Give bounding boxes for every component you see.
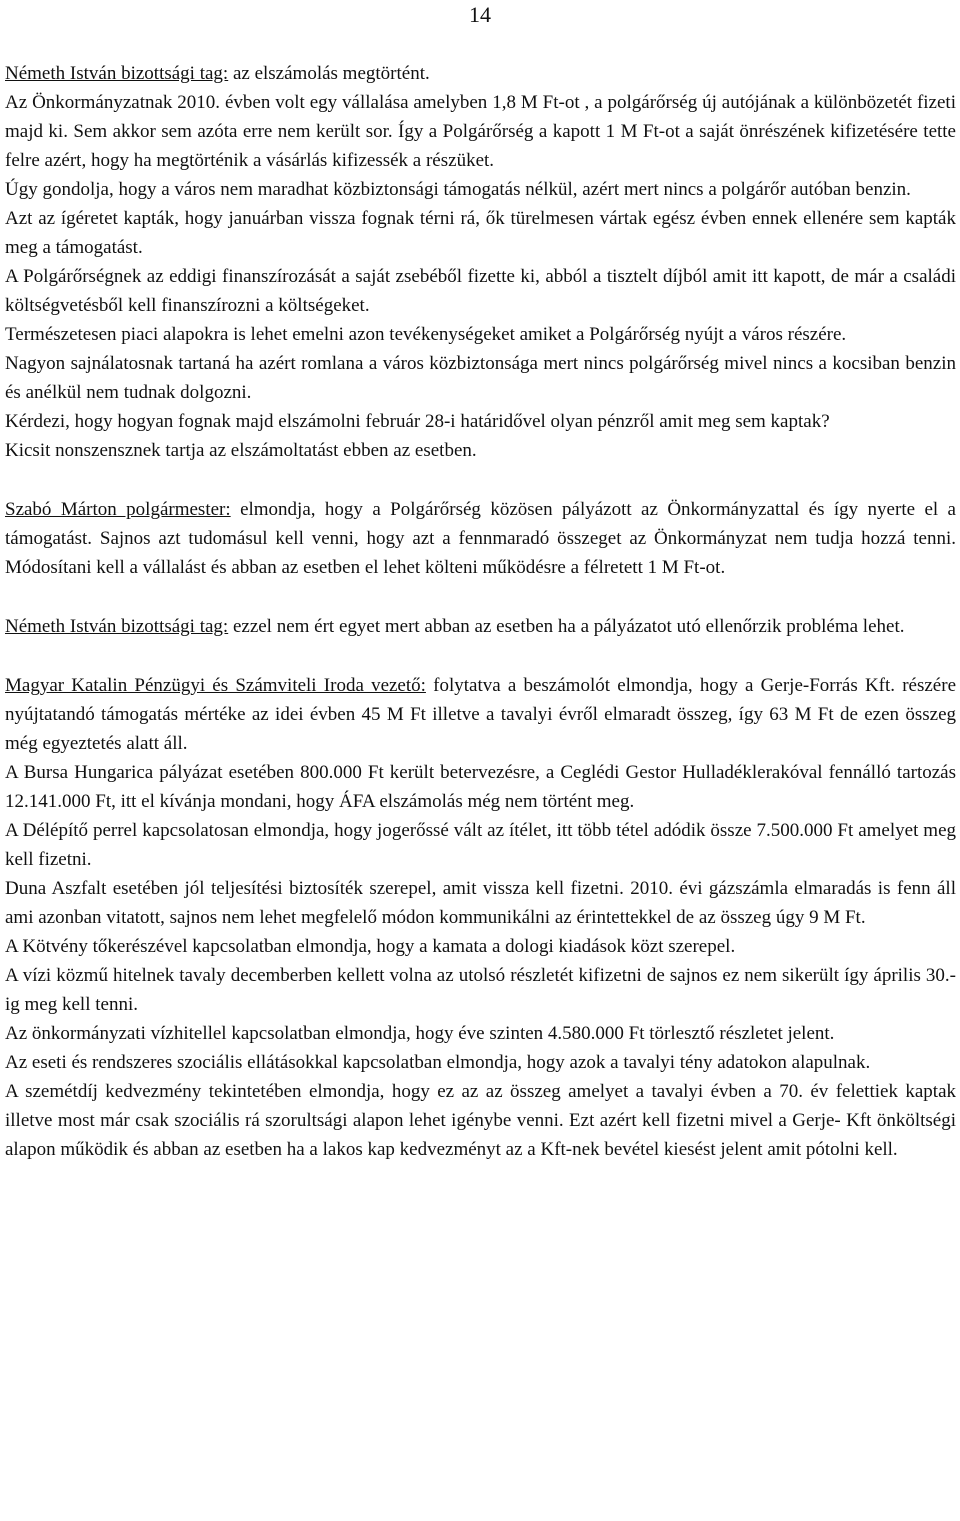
speaker-name: Németh István bizottsági tag: <box>5 63 229 84</box>
paragraph <box>5 874 956 932</box>
statement-magyar <box>5 671 956 1164</box>
paragraph <box>5 671 956 758</box>
paragraph <box>5 88 956 175</box>
page-number: 14 <box>469 2 491 27</box>
paragraph-text: Természetesen piaci alapokra is lehet emelni azon tevékenységeket amiket a Polgárőrség nyújt a város részére. <box>5 324 847 345</box>
paragraph-text: Kicsit nonszensznek tartja az elszámoltatást ebben az esetben. <box>5 440 477 461</box>
paragraph <box>5 262 956 320</box>
statement-szabo <box>5 495 956 582</box>
paragraph-text: folytatva a beszámolót elmondja, hogy a Gerje-Forrás Kft. részére nyújtatandó támogatás mértéke az idei évben 45 M Ft illetve a tavalyi évről elmaradt összeg, így 63 M Ft de ezen összeg még egyeztetés alatt áll. <box>5 675 956 754</box>
paragraph-text: Az önkormányzati vízhitellel kapcsolatban elmondja, hogy éve szinten 4.580.000 Ft törlesztő részletet jelent. <box>5 1023 835 1044</box>
paragraph <box>5 175 956 204</box>
paragraph <box>5 436 956 465</box>
paragraph-text: A Kötvény tőkerészével kapcsolatban elmondja, hogy a kamata a dologi kiadások közt szerepel. <box>5 936 736 957</box>
paragraph <box>5 1019 956 1048</box>
statement-nemeth-1 <box>5 59 956 465</box>
paragraph <box>5 204 956 262</box>
paragraph-text: A Polgárőrségnek az eddigi finanszírozását a saját zsebéből fizette ki, abból a tisztelt díjból amit itt kapott, de már a családi költségvetésből kell finanszírozni a költségeket. <box>5 266 956 316</box>
paragraph-text: Duna Aszfalt esetében jól teljesítési biztosíték szerepel, amit vissza kell fizetni. 2010. évi gázszámla elmaradás is fenn áll ami azonban vitatott, sajnos nem lehet megfelelő módon kommunikálni az érintettekkel de az összeg úgy 9 M Ft. <box>5 878 956 928</box>
paragraph <box>5 816 956 874</box>
speaker-name: Magyar Katalin Pénzügyi és Számviteli Iroda vezető: <box>5 675 426 696</box>
paragraph <box>5 320 956 349</box>
paragraph <box>5 1077 956 1164</box>
paragraph-text: A Délépítő perrel kapcsolatosan elmondja, hogy jogerőssé vált az ítélet, itt több tétel adódik össze 7.500.000 Ft amelyet meg kell fizetni. <box>5 820 956 870</box>
paragraph <box>5 495 956 582</box>
paragraph <box>5 961 956 1019</box>
paragraph <box>5 758 956 816</box>
paragraph-text: az elszámolás megtörtént. <box>228 63 430 84</box>
paragraph <box>5 1048 956 1077</box>
paragraph-text: Azt az ígéretet kapták, hogy januárban vissza fognak térni rá, ők türelmesen vártak egész évben ennek ellenére sem kapták meg a támogatást. <box>5 208 956 258</box>
paragraph-text: elmondja, hogy a Polgárőrség közösen pályázott az Önkormányzattal és így nyerte el a támogatást. Sajnos azt tudomásul kell venni, hogy azt a fennmaradó összeget az Önkormányzat nem tudja hozzá tenni. Módosítani kell a vállalást és abban az esetben el lehet költeni működésre a félretett 1 M Ft-ot. <box>5 499 956 578</box>
paragraph-text: Nagyon sajnálatosnak tartaná ha azért romlana a város közbiztonsága mert nincs polgárőrség mivel nincs a kocsiban benzin és anélkül nem tudnak dolgozni. <box>5 353 956 403</box>
paragraph <box>5 932 956 961</box>
paragraph-text: Úgy gondolja, hogy a város nem maradhat közbiztonsági támogatás nélkül, azért mert nincs a polgárőr autóban benzin. <box>5 179 911 200</box>
paragraph <box>5 407 956 436</box>
statement-nemeth-2 <box>5 612 956 641</box>
paragraph <box>5 59 956 88</box>
paragraph <box>5 349 956 407</box>
paragraph-text: A szemétdíj kedvezmény tekintetében elmondja, hogy ez az az összeg amelyet a tavalyi évben a 70. év felettiek kaptak illetve most már csak szociális rá szorultsági alapon lehet igénybe venni. Ezt azért kell fizetni mivel a Gerje- Kft önköltségi alapon működik és abban az esetben ha a lakos kap kedvezményt az a Kft-nek bevétel kiesést jelent amit pótolni kell. <box>5 1081 956 1160</box>
speaker-name: Szabó Márton polgármester: <box>5 499 231 520</box>
paragraph-text: A vízi közmű hitelnek tavaly decemberben kellett volna az utolsó részletét kifizetni de sajnos ez nem sikerült így április 30.-ig meg kell tenni. <box>5 965 956 1015</box>
paragraph-text: A Bursa Hungarica pályázat esetében 800.000 Ft került betervezésre, a Ceglédi Gestor Hulladéklerakóval fennálló tartozás 12.141.000 Ft, itt el kívánja mondani, hogy ÁFA elszámolás még nem történt meg. <box>5 762 956 812</box>
minutes-body <box>5 59 956 1164</box>
speaker-name: Németh István bizottsági tag: <box>5 616 229 637</box>
paragraph <box>5 612 956 641</box>
paragraph-text: ezzel nem ért egyet mert abban az esetben ha a pályázatot utó ellenőrzik probléma lehet. <box>228 616 905 637</box>
paragraph-text: Kérdezi, hogy hogyan fognak majd elszámolni február 28-i határidővel olyan pénzről amit meg sem kaptak? <box>5 411 830 432</box>
paragraph-text: Az Önkormányzatnak 2010. évben volt egy vállalása amelyben 1,8 M Ft-ot , a polgárőrség új autójának a különbözetét fizeti majd ki. Sem akkor sem azóta erre nem került sor. Így a Polgárőrség a kapott 1 M Ft-ot a saját önrészének kifizetésére tette felre azért, hogy ha megtörténik a vásárlás kifizessék a részüket. <box>5 92 956 171</box>
paragraph-text: Az eseti és rendszeres szociális ellátásokkal kapcsolatban elmondja, hogy azok a tavalyi tény adatokon alapulnak. <box>5 1052 871 1073</box>
